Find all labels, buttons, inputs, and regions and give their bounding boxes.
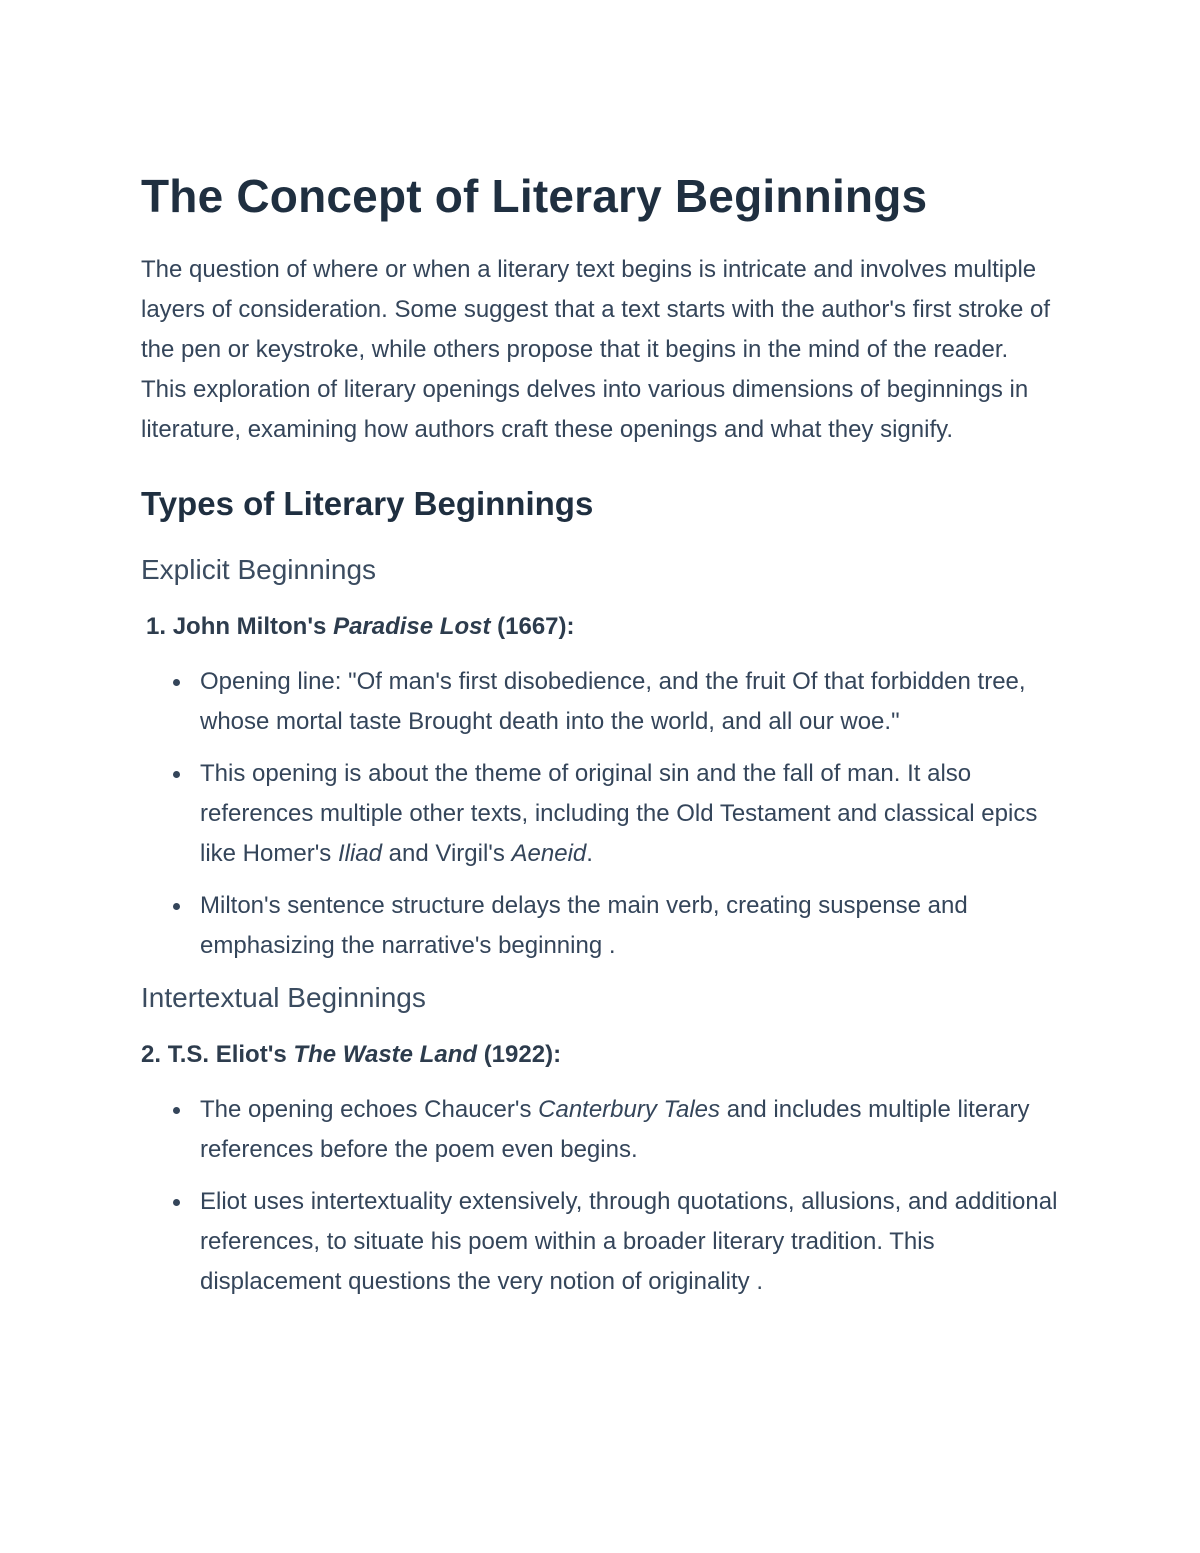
work-heading-milton	[141, 610, 1060, 644]
bullet-icon	[173, 771, 180, 778]
list-item	[141, 886, 1060, 966]
item-number: 1.	[146, 613, 167, 640]
intro-paragraph: The question of where or when a literary text begins is intricate and involves multiple layers of consideration. Some suggest that a text starts with the author's first stroke of the pen or keystroke, while others propose that it begins in the mind of the reader. This exploration of literary openings delves into various dimensions of beginnings in literature, examining how authors craft these openings and what they signify.	[141, 256, 1051, 443]
work-heading-eliot	[141, 1038, 1060, 1072]
author-name: T.S. Eliot's	[167, 1041, 287, 1068]
bullet-icon	[173, 1199, 180, 1206]
list-item-text: Eliot uses intertextuality extensively, through quotations, allusions, and additional references, to situate his poem within a broader literary tradition. This displacement questions the very notion of originality .	[200, 1188, 1058, 1295]
list-item-text: .	[586, 840, 593, 867]
list-item	[141, 754, 1060, 874]
work-title: Paradise Lost	[333, 613, 491, 640]
list-item-text: and Virgil's	[388, 840, 505, 867]
subheading-intertextual: Intertextual Beginnings	[141, 982, 426, 1013]
work-title: Canterbury Tales	[538, 1096, 721, 1123]
bullet-list-milton	[141, 662, 1060, 966]
list-item	[141, 1090, 1060, 1170]
list-item-text: The opening echoes Chaucer's	[200, 1096, 532, 1123]
item-number: 2.	[141, 1041, 162, 1068]
list-item-text: Milton's sentence structure delays the main verb, creating suspense and emphasizing the narrative's beginning .	[200, 892, 968, 959]
author-name: John Milton's	[172, 613, 327, 640]
bullet-icon	[173, 679, 180, 686]
list-item-text: Opening line: "Of man's first disobedience, and the fruit Of that forbidden tree, whose mortal taste Brought death into the world, and all our woe."	[200, 668, 1026, 735]
bullet-list-eliot	[141, 1090, 1060, 1302]
work-title: Iliad	[337, 840, 382, 867]
bullet-icon	[173, 1107, 180, 1114]
work-year: (1922):	[483, 1041, 562, 1068]
list-item-text: This opening is about the theme of original sin and the fall of man. It also references multiple other texts, including the Old Testament and classical epics like Homer's	[200, 760, 1038, 867]
section-heading: Types of Literary Beginnings	[141, 485, 594, 522]
list-item	[141, 1182, 1060, 1302]
work-year: (1667):	[497, 613, 575, 640]
work-title: Aeneid	[511, 840, 587, 867]
list-item-text: and includes multiple literary references before the poem even begins.	[200, 1096, 1030, 1163]
subheading-explicit: Explicit Beginnings	[141, 554, 377, 585]
page-title: The Concept of Literary Beginnings	[141, 170, 928, 222]
list-item	[141, 662, 1060, 742]
work-title: The Waste Land	[293, 1041, 478, 1068]
bullet-icon	[173, 903, 180, 910]
